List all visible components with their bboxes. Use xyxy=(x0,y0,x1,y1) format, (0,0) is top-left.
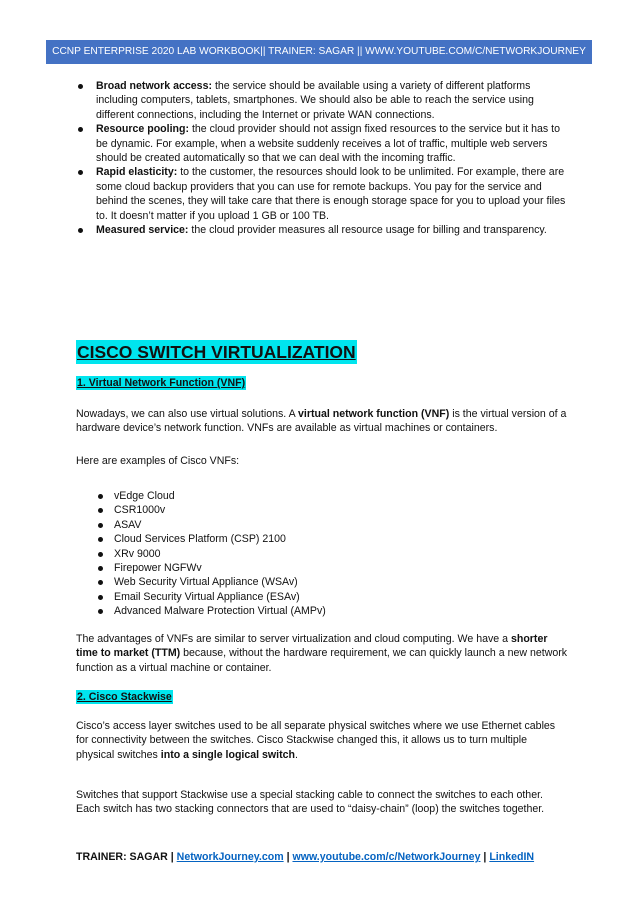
vnf-examples-list xyxy=(96,489,556,619)
list-item: Cloud Services Platform (CSP) 2100 xyxy=(96,532,556,546)
networkjourney-link[interactable]: NetworkJourney.com xyxy=(176,851,284,863)
bullet-icon xyxy=(98,566,103,571)
list-item: CSR1000v xyxy=(96,503,556,517)
linkedin-link[interactable]: LinkedIN xyxy=(489,851,535,863)
bullet-icon xyxy=(98,494,103,499)
bullet-icon xyxy=(98,552,103,557)
bullet-icon xyxy=(98,595,103,600)
page-footer: TRAINER: SAGAR | NetworkJourney.com | www.youtube.com/c/NetworkJourney | LinkedIN xyxy=(76,851,535,863)
vnf-heading: 1. Virtual Network Function (VNF) xyxy=(77,377,246,389)
list-item: Measured service: the cloud provider measures all resource usage for billing and transparency. xyxy=(76,223,568,237)
list-item: ASAV xyxy=(96,518,556,532)
bullet-icon xyxy=(98,523,103,528)
stackwise-heading: 2. Cisco Stackwise xyxy=(77,691,172,703)
bullet-icon xyxy=(78,170,83,175)
bullet-icon xyxy=(98,580,103,585)
list-item: vEdge Cloud xyxy=(96,489,556,503)
youtube-link[interactable]: www.youtube.com/c/NetworkJourney xyxy=(292,851,481,863)
list-item: Advanced Malware Protection Virtual (AMPv) xyxy=(96,604,556,618)
list-item: Email Security Virtual Appliance (ESAv) xyxy=(96,590,556,604)
vnf-advantages-paragraph: The advantages of VNFs are similar to server virtualization and cloud computing. We have a shorter time to market (TTM) because, without the hardware requirement, we can quickly launch a new network function as a virtual machine or container. xyxy=(76,633,568,674)
stackwise-paragraph-1: Cisco’s access layer switches used to be all separate physical switches where we use Ethernet cables for connectivity between the switches. Cisco Stackwise changed this, it allows us to turn multiple physical switches into a single logical switch. xyxy=(76,720,556,761)
list-item: Resource pooling: the cloud provider should not assign fixed resources to the service but it has to be dynamic. For example, when a website suddenly receives a lot of traffic, multiple web servers should be created automatically so that we can deal with the incoming traffic. xyxy=(76,122,568,165)
bullet-icon xyxy=(78,127,83,132)
page-header: CCNP ENTERPRISE 2020 LAB WORKBOOK|| TRAINER: SAGAR || WWW.YOUTUBE.COM/C/NETWORKJOURNEY xyxy=(46,40,592,64)
bullet-icon xyxy=(78,228,83,233)
list-item: XRv 9000 xyxy=(96,547,556,561)
list-item: Broad network access: the service should be available using a variety of different platforms including computers, tablets, smartphones. We should also be able to reach the service using different connections, including the Internet or private WAN connections. xyxy=(76,79,568,122)
cloud-characteristics-list xyxy=(76,79,568,237)
bullet-icon xyxy=(98,508,103,513)
bullet-icon xyxy=(98,609,103,614)
section-title: CISCO SWITCH VIRTUALIZATION xyxy=(77,342,356,362)
bullet-icon xyxy=(78,84,83,89)
stackwise-paragraph-2: Switches that support Stackwise use a special stacking cable to connect the switches to each other. Each switch has two stacking connectors that are used to “daisy-chain” (loop) the switches together. xyxy=(76,789,545,816)
list-item: Web Security Virtual Appliance (WSAv) xyxy=(96,575,556,589)
bullet-icon xyxy=(98,537,103,542)
vnf-intro-paragraph: Nowadays, we can also use virtual solutions. A virtual network function (VNF) is the virtual version of a hardware device’s network function. VNFs are available as virtual machines or containers. xyxy=(76,408,567,435)
vnf-examples-lead: Here are examples of Cisco VNFs: xyxy=(76,455,240,467)
list-item: Rapid elasticity: to the customer, the resources should look to be unlimited. For example, there are some cloud backup providers that you can use for remote backups. You pay for the service and behind the scenes, they will take care that there is enough storage space for you to upload your files to. It doesn’t matter if you upload 1 GB or 100 TB. xyxy=(76,165,568,223)
list-item: Firepower NGFWv xyxy=(96,561,556,575)
